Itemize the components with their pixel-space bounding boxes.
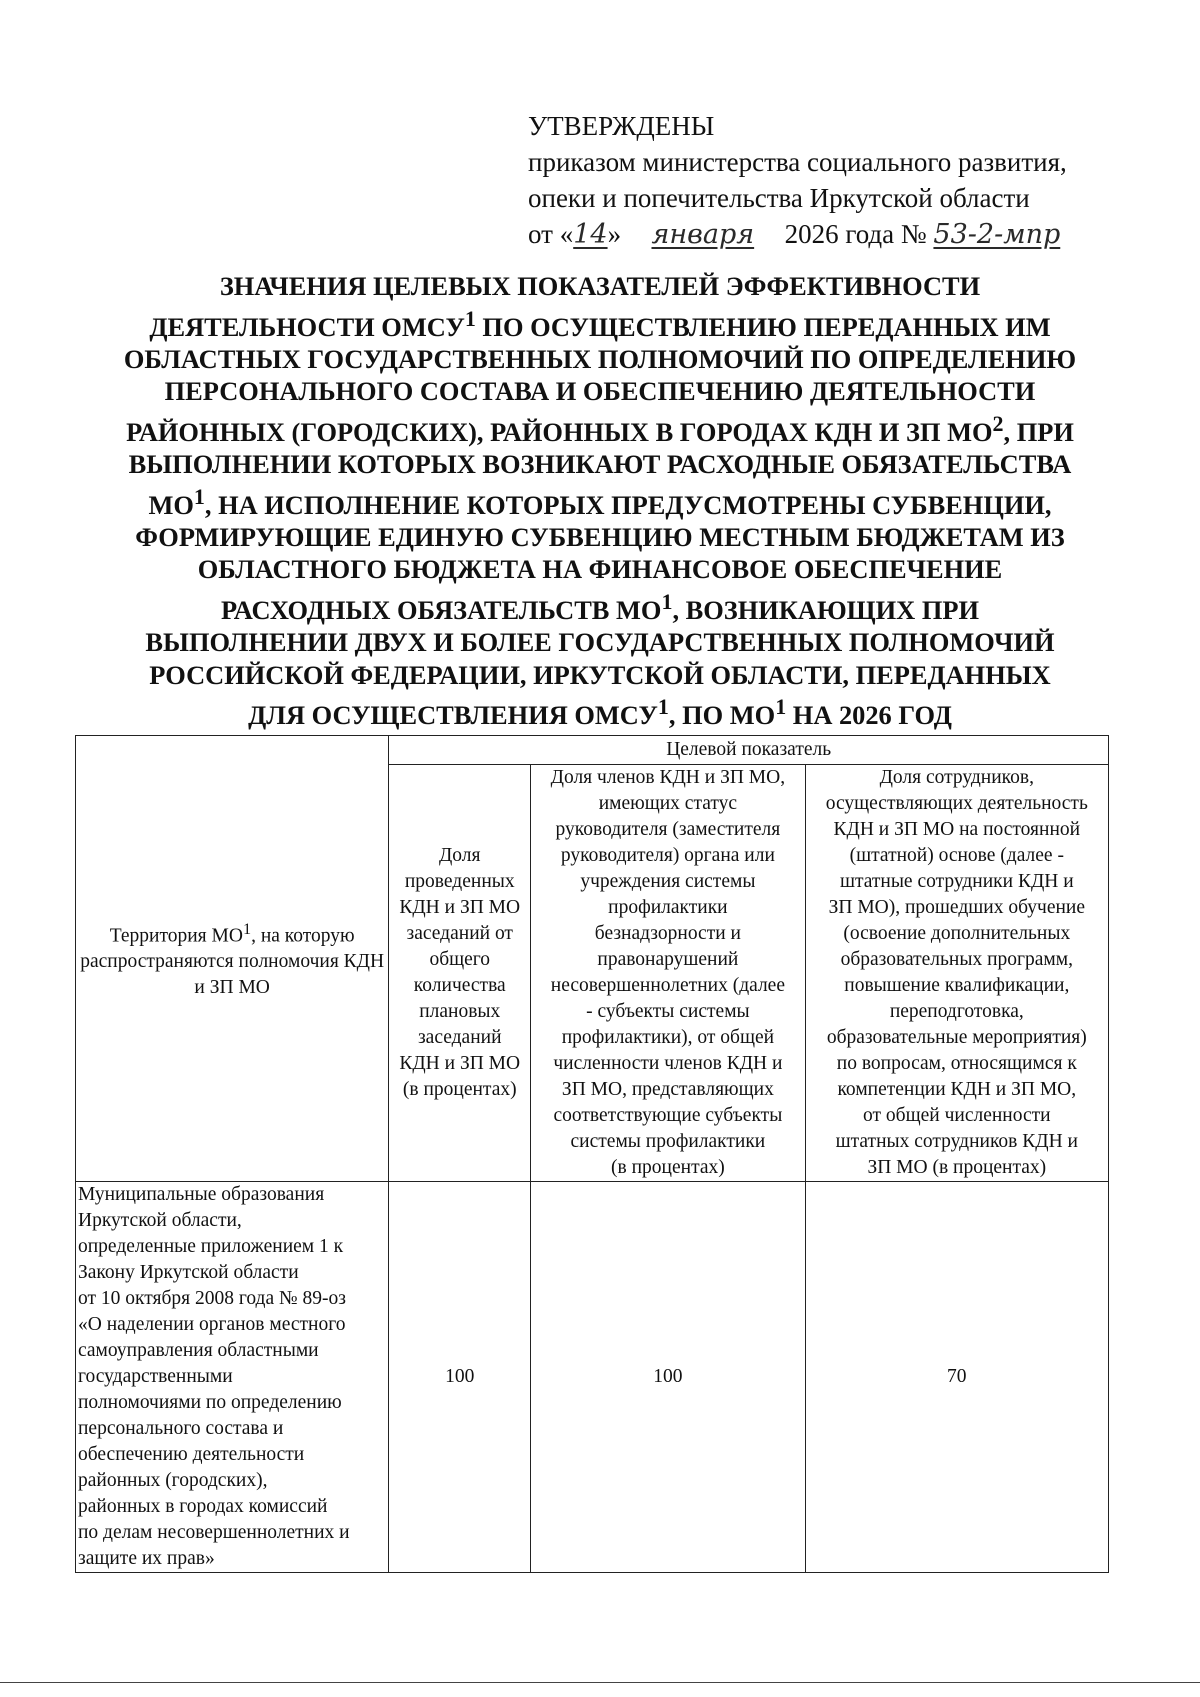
approval-heading: УТВЕРЖДЕНЫ [528,111,715,141]
cell-text-line: плановых [419,1001,501,1022]
footnote-marker: 1 [242,919,252,938]
cell-text-line: имеющих статус [598,793,738,814]
territory-header-cell: Территория $МО^1$, на которую распространяются полномочия КДН и ЗП МО [76,736,389,1182]
cell-text-line: по вопросам, относящимся к [836,1053,1077,1074]
cell-text-line: районных в городах комиссий [78,1496,328,1517]
page-bottom-rule [0,1682,1200,1683]
cell-text-line: руководителя) органа или [560,845,775,866]
cell-text-line: ЗП МО (в процентах) [867,1157,1047,1178]
cell-text-line: (освоение дополнительных [843,923,1071,944]
cell-text-line: государственными [78,1366,233,1387]
cell-text-line: (в процентах) [402,1079,517,1100]
footnote-marker: 2 [992,410,1004,436]
cell-text-line: определенные приложением 1 к [78,1236,344,1257]
cell-text-line: Доля сотрудников, [879,767,1034,788]
cell-text-line: персонального состава и [78,1418,284,1439]
cell-text-line: Доля членов КДН и ЗП МО, [550,767,786,788]
cell-text-line: проведенных [404,871,515,892]
cell-text-line: Доля [438,845,481,866]
handwritten-month: января [651,219,755,250]
year-text: 2026 года № [777,219,934,249]
cell-text-line: КДН и ЗП МО [399,897,521,918]
title-line-13: ДЛЯ ОСУЩЕСТВЛЕНИЯ ОМСУ$^1$, ПО $МО^1$ НА 2026 ГОД [248,694,952,730]
approval-line-2: опеки и попечительства Иркутской области [528,183,1030,213]
cell-text-line: от 10 октября 2008 года № 89-оз [78,1288,346,1309]
cell-text-line: системы профилактики [570,1131,766,1152]
table-row [76,1182,1109,1573]
indicators-table [75,735,1109,1573]
title-line-3: ОБЛАСТНЫХ ГОСУДАРСТВЕННЫХ ПОЛНОМОЧИЙ ПО ОПРЕДЕЛЕНИЮ [123,343,1077,374]
cell-text-line: Закону Иркутской области [78,1262,299,1283]
cell-text-line: защите их прав» [78,1548,215,1569]
title-line-6: ВЫПОЛНЕНИИ КОТОРЫХ ВОЗНИКАЮТ РАСХОДНЫЕ ОБЯЗАТЕЛЬСТВА [128,449,1072,480]
footnote-marker: 1 [193,483,205,509]
cell-text-line: осуществляющих деятельность [825,793,1088,814]
approval-block [528,108,1158,253]
cell-text-line: переподготовка, [889,1001,1024,1022]
cell-text-line: обеспечению деятельности [78,1444,305,1465]
cell-text-line: районных (городских), [78,1470,268,1491]
cell-text-line: безнадзорности и [594,923,741,944]
title-line-10: РАСХОДНЫХ ОБЯЗАТЕЛЬСТВ $МО^1$, ВОЗНИКАЮЩИХ ПРИ [220,588,980,625]
title-line-2: ДЕЯТЕЛЬНОСТИ ОМСУ$^1$ ПО ОСУЩЕСТВЛЕНИЮ ПЕРЕДАННЫХ ИМ [149,305,1051,342]
cell-text-line: руководителя (заместителя [555,819,781,840]
document-title [60,270,1140,731]
title-line-8: ФОРМИРУЮЩИЕ ЕДИНУЮ СУБВЕНЦИЮ МЕСТНЫМ БЮДЖЕТАМ ИЗ [135,521,1065,552]
title-line-5: РАЙОННЫХ (ГОРОДСКИХ), РАЙОННЫХ В ГОРОДАХ КДН И ЗП $МО^2$, ПРИ [126,410,1074,447]
cell-text-line: КДН и ЗП МО [399,1053,521,1074]
cell-text-line: штатные сотрудники КДН и [839,871,1074,892]
cell-text-line: профилактики), от общей [561,1027,775,1048]
title-line-1: ЗНАЧЕНИЯ ЦЕЛЕВЫХ ПОКАЗАТЕЛЕЙ ЭФФЕКТИВНОСТИ [219,271,981,301]
cell-text-line: профилактики [608,897,728,918]
title-line-4: ПЕРСОНАЛЬНОГО СОСТАВА И ОБЕСПЕЧЕНИЮ ДЕЯТЕЛЬНОСТИ [164,376,1036,407]
cell-text-line: количества [413,975,506,996]
cell-text-line: КДН и ЗП МО на постоянной [833,819,1081,840]
cell-text-line: компетенции КДН и ЗП МО, [837,1079,1077,1100]
cell-text-line: общего [429,949,491,970]
table-header-row-1 [76,736,1109,765]
footnote-marker: 1 [657,694,669,720]
date-prefix: от « [528,219,574,249]
cell-text-line: от общей численности [863,1105,1051,1126]
column-header-meetings-share [389,765,531,1182]
approval-line-1: приказом министерства социального развития, [528,147,1067,177]
cell-text-line: образовательные мероприятия) [826,1027,1087,1048]
cell-text-line: образовательных программ, [840,949,1073,970]
title-line-12: РОССИЙСКОЙ ФЕДЕРАЦИИ, ИРКУТСКОЙ ОБЛАСТИ, ПЕРЕДАННЫХ [149,659,1051,690]
value-staff-training-share: 70 [805,1182,1108,1573]
cell-text-line: правонарушений [597,949,739,970]
cell-text-line: штатных сотрудников КДН и [835,1131,1078,1152]
territory-cell [76,1182,389,1573]
cell-text-line: несовершеннолетних (далее [550,975,785,996]
footnote-marker: 1 [464,305,476,331]
cell-text-line: (штатной) основе (далее - [849,845,1064,866]
cell-text-line: Муниципальные образования [78,1184,325,1205]
handwritten-order-number: 53-2-мпр [933,219,1061,250]
approval-date-line [528,216,1158,253]
date-mid: » [607,219,628,249]
column-header-staff-training-share [805,765,1108,1182]
cell-text-line: повышение квалификации, [844,975,1070,996]
cell-text-line: по делам несовершеннолетних и [78,1522,350,1543]
cell-text-line: «О наделении органов местного [78,1314,346,1335]
target-indicator-header: Целевой показатель [389,736,1109,765]
title-line-9: ОБЛАСТНОГО БЮДЖЕТА НА ФИНАНСОВОЕ ОБЕСПЕЧЕНИЕ [197,554,1003,585]
cell-text-line: соответствующие субъекты [553,1105,783,1126]
value-members-share: 100 [531,1182,805,1573]
title-line-7: $МО^1$, НА ИСПОЛНЕНИЕ КОТОРЫХ ПРЕДУСМОТРЕНЫ СУБВЕНЦИИ, [148,483,1052,520]
cell-text-line: полномочиями по определению [78,1392,342,1413]
cell-text-line: численности членов КДН и [553,1053,783,1074]
cell-text-line: ЗП МО, представляющих [561,1079,774,1100]
column-header-members-share [531,765,805,1182]
value-meetings-share: 100 [389,1182,531,1573]
cell-text-line: Иркутской области, [78,1210,242,1231]
handwritten-day: 14 [573,219,608,250]
cell-text-line: заседаний от [406,923,513,944]
cell-text-line: ЗП МО), прошедших обучение [828,897,1085,918]
footnote-marker: 1 [775,694,787,720]
title-line-11: ВЫПОЛНЕНИИ ДВУХ И БОЛЕЕ ГОСУДАРСТВЕННЫХ ПОЛНОМОЧИЙ [145,627,1055,658]
cell-text-line: (в процентах) [611,1157,725,1178]
footnote-marker: 1 [661,588,673,614]
cell-text-line: самоуправления областными [78,1340,319,1361]
cell-text-line: заседаний [417,1027,502,1048]
cell-text-line: учреждения системы [580,871,756,892]
cell-text-line: - субъекты системы [586,1001,750,1022]
